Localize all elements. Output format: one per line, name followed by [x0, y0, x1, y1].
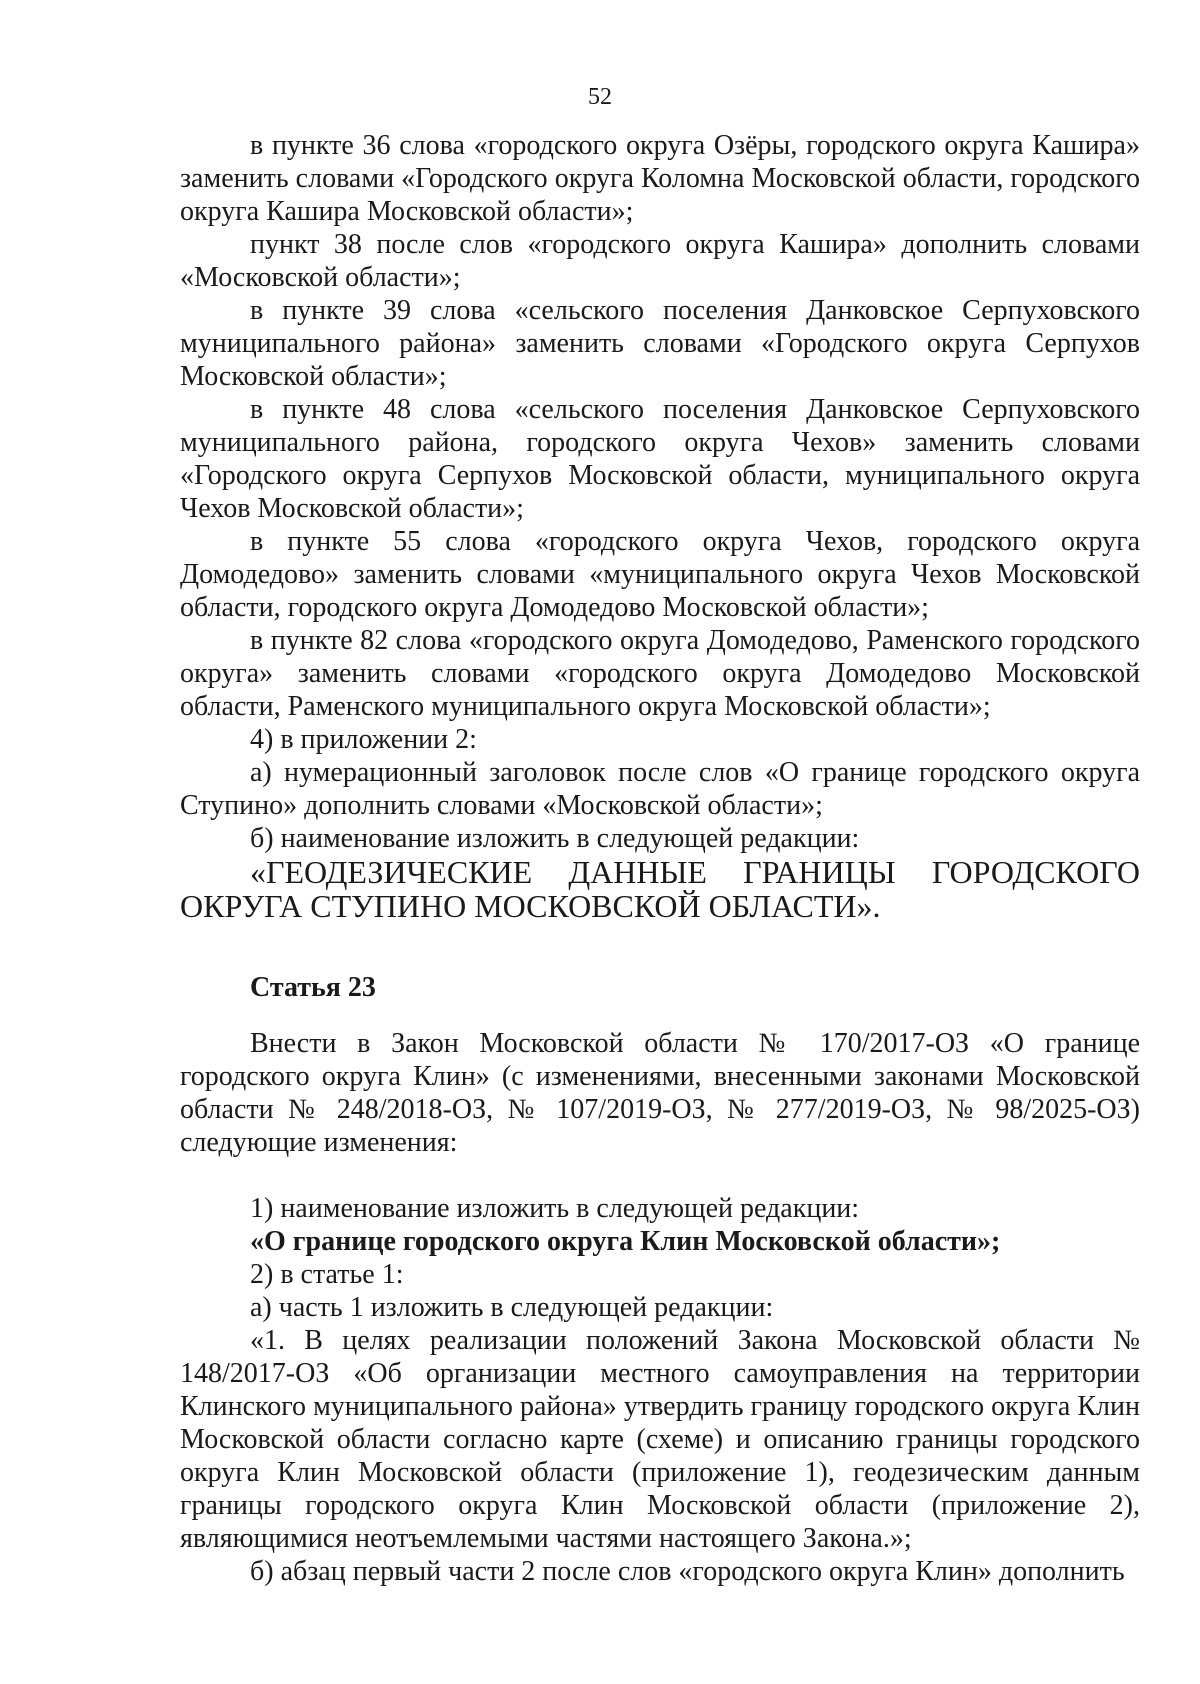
paragraph-part-2-edit: б) абзац первый части 2 после слов «городского округа Клин» дополнить	[250, 1556, 1125, 1587]
paragraph-item-82: в пункте 82 слова «городского округа Домодедово, Раменского городского округа» заменить словами «городского округа Домодедово Московской области, Раменского муниципального округа Московской области»;	[180, 625, 1140, 722]
paragraph-numbering-heading: а) нумерационный заголовок после слов «О границе городского округа Ступино» дополнить словами «Московской области»;	[180, 757, 1140, 821]
paragraph-title-edit: б) наименование изложить в следующей редакции:	[250, 823, 860, 854]
paragraph-new-name: «О границе городского округа Клин Московской области»;	[250, 1226, 1001, 1257]
amendments-continuation	[180, 129, 1140, 923]
article-23-body	[180, 1027, 1140, 1588]
paragraph-item-55: в пункте 55 слова «городского округа Чехов, городского округа Домодедово» заменить словами «муниципального округа Чехов Московской области, городского округа Домодедово Московской области»;	[180, 526, 1140, 623]
paragraph-new-title: «ГЕОДЕЗИЧЕСКИЕ ДАННЫЕ ГРАНИЦЫ ГОРОДСКОГО ОКРУГА СТУПИНО МОСКОВСКОЙ ОБЛАСТИ».	[180, 854, 1140, 924]
article-heading: Статья 23	[250, 972, 376, 1003]
paragraph-article-1: 2) в статье 1:	[250, 1259, 404, 1290]
paragraph-item-39: в пункте 39 слова «сельского поселения Данковское Серпуховского муниципального района» заменить словами «Городского округа Серпухов Московской области»;	[180, 295, 1140, 392]
paragraph-name-edit: 1) наименование изложить в следующей редакции:	[250, 1193, 860, 1224]
paragraph-item-36: в пункте 36 слова «городского округа Озёры, городского округа Кашира» заменить словами «Городского округа Коломна Московской области, городского округа Кашира Московской области»;	[180, 130, 1140, 227]
paragraph-article-intro: Внести в Закон Московской области № 170/2017-ОЗ «О границе городского округа Клин» (с изменениями, внесенными законами Московской области № 248/2018-ОЗ, № 107/2019-ОЗ, № 277/2019-ОЗ, № 98/2025-ОЗ) следующие изменения:	[180, 1028, 1140, 1158]
paragraph-part-1-edit: а) часть 1 изложить в следующей редакции:	[250, 1292, 774, 1323]
page-number: 52	[588, 84, 612, 110]
paragraph-item-48: в пункте 48 слова «сельского поселения Данковское Серпуховского муниципального района, городского округа Чехов» заменить словами «Городского округа Серпухов Московской области, муниципального округа Чехов Московской области»;	[180, 394, 1140, 524]
paragraph-item-38: пункт 38 после слов «городского округа Кашира» дополнить словами «Московской области»;	[180, 229, 1140, 293]
paragraph-part-1-text: «1. В целях реализации положений Закона Московской области № 148/2017-ОЗ «Об организации местного самоуправления на территории Клинского муниципального района» утвердить границу городского округа Клин Московской области согласно карте (схеме) и описанию границы городского округа Клин Московской области (приложение 1), геодезическим данным границы городского округа Клин Московской области (приложение 2), являющимися неотъемлемыми частями настоящего Закона.»;	[180, 1325, 1140, 1554]
paragraph-appendix-2: 4) в приложении 2:	[250, 724, 477, 755]
